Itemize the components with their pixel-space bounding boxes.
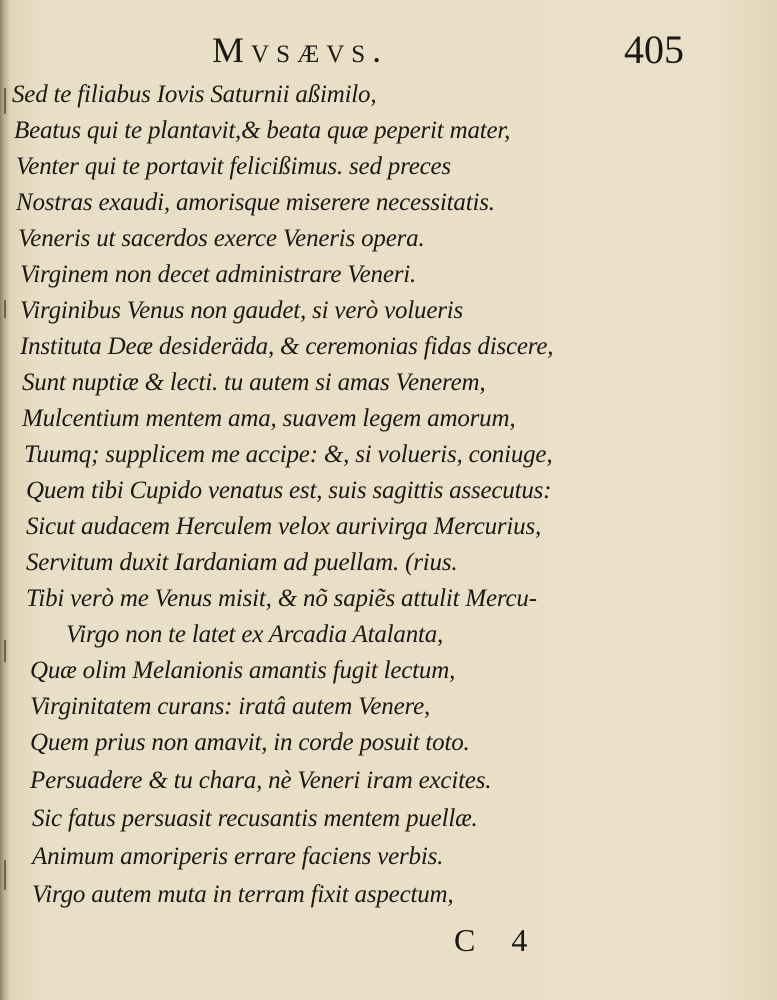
text-line: Virginem non decet administrare Veneri. — [20, 261, 417, 288]
text-line: Quem prius non amavit, in corde posuit toto. — [30, 729, 470, 756]
text-line: Sic fatus persuasit recusantis mentem puellæ. — [32, 805, 478, 832]
gutter-shadow — [0, 0, 10, 1000]
text-line: Sunt nuptiæ & lecti. tu autem si amas Venerem, — [22, 369, 486, 396]
text-line: Virgo autem muta in terram fixit aspectum, — [32, 881, 454, 908]
margin-mark — [4, 640, 6, 662]
text-line: Venter qui te portavit felicißimus. sed preces — [16, 153, 451, 180]
margin-mark — [4, 88, 6, 114]
text-line: Animum amoriperis errare faciens verbis. — [32, 843, 444, 870]
text-line: Beatus qui te plantavit,& beata quæ peperit mater, — [14, 117, 511, 144]
page-number: 405 — [624, 27, 684, 72]
running-title: Mvsævs. — [212, 30, 389, 70]
text-line: Servitum duxit Iardaniam ad puellam. (rius. — [26, 549, 458, 576]
text-line: Virgo non te latet ex Arcadia Atalanta, — [66, 621, 444, 648]
text-line: Persuadere & tu chara, nè Veneri iram excites. — [30, 767, 492, 794]
signature-mark: C 4 — [454, 922, 542, 958]
text-line: Nostras exaudi, amorisque miserere necessitatis. — [16, 189, 495, 216]
margin-mark — [4, 300, 6, 318]
text-line: Sicut audacem Herculem velox aurivirga Mercurius, — [26, 513, 542, 540]
text-line: Sed te filiabus Iovis Saturnii aßimilo, — [12, 81, 377, 108]
text-line: Quæ olim Melanionis amantis fugit lectum, — [30, 657, 456, 684]
text-line: Instituta Deæ desideräda, & ceremonias fidas discere, — [20, 333, 554, 360]
running-head — [0, 28, 777, 72]
text-line: Tuumq; supplicem me accipe: &, si volueris, coniuge, — [24, 441, 553, 468]
margin-mark — [4, 860, 6, 890]
text-line: Tibi verò me Venus misit, & nõ sapiẽs attulit Mercu- — [26, 585, 537, 612]
text-line: Virginibus Venus non gaudet, si verò volueris — [20, 297, 464, 324]
text-line: Veneris ut sacerdos exerce Veneris opera. — [18, 225, 425, 252]
text-line: Virginitatem curans: iratâ autem Venere, — [30, 693, 431, 720]
text-line: Mulcentium mentem ama, suavem legem amorum, — [22, 405, 516, 432]
text-line: Quem tibi Cupido venatus est, suis sagittis assecutus: — [26, 477, 552, 504]
